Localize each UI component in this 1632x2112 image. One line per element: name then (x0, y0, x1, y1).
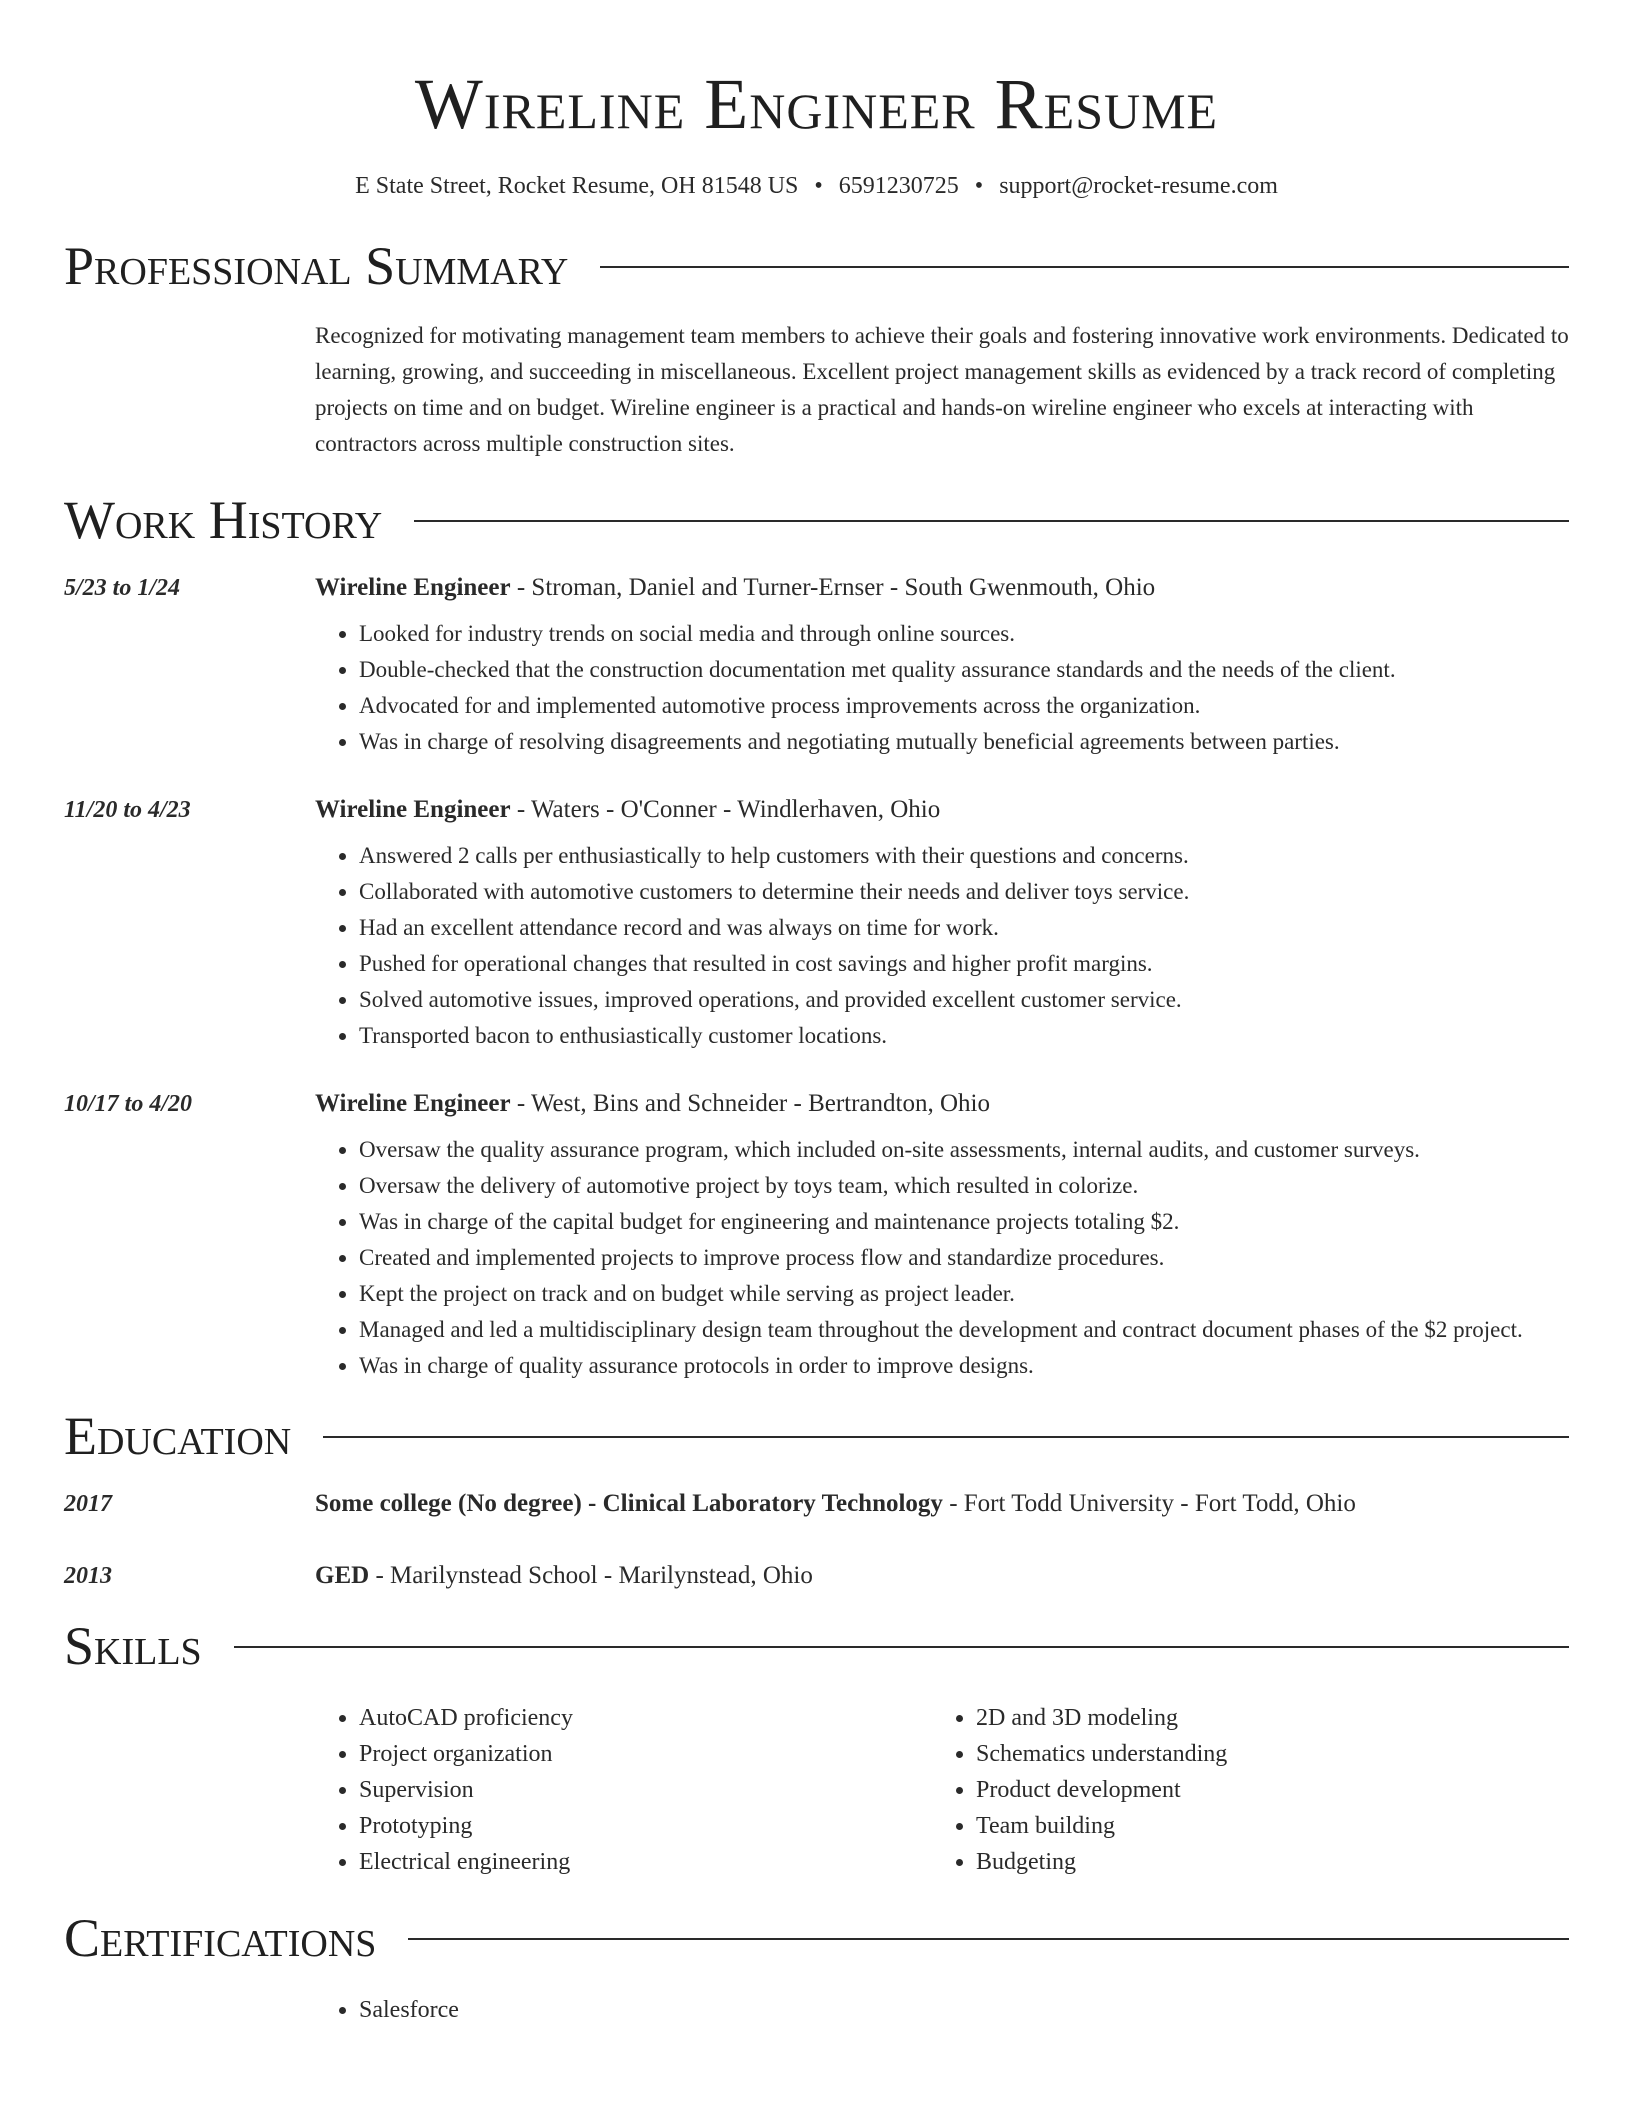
job-dates: 11/20 to 4/23 (64, 797, 191, 823)
job-entry (64, 794, 1569, 1054)
job-details: - Stroman, Daniel and Turner-Ernser - South Gwenmouth, Ohio (510, 574, 1156, 601)
education-year: 2017 (64, 1491, 112, 1517)
job-bullet: • Oversaw the delivery of automotive project by toys team, which resulted in colorize. (359, 1168, 1569, 1204)
skills-column-right (932, 1700, 1549, 1880)
skill-item: • Electrical engineering (359, 1844, 932, 1880)
education-section-header (64, 1404, 1569, 1468)
job-bullet: • Pushed for operational changes that resulted in cost savings and higher profit margins. (359, 946, 1569, 982)
skill-item: • AutoCAD proficiency (359, 1700, 932, 1736)
work-heading: Work History (64, 490, 383, 550)
education-body (315, 1488, 1569, 1520)
job-bullets (315, 838, 1569, 1054)
contact-separator: • (974, 173, 984, 199)
education-heading: Education (64, 1406, 292, 1466)
skill-item: • 2D and 3D modeling (976, 1700, 1549, 1736)
job-entry (64, 1088, 1569, 1384)
contact-line (64, 170, 1569, 202)
work-section-header (64, 488, 1569, 552)
section-divider (600, 266, 1569, 268)
summary-text: Recognized for motivating management team members to achieve their goals and fostering innovative work environments. Dedicated to learning, growing, and succeeding in miscellaneous. Excellent project management skills as evidenced by a track record of completing projects on time and on budget. Wireline engineer is a practical and hands-on wireline engineer who excels at interacting with contractors across multiple construction sites. (315, 323, 1569, 456)
certifications-heading: Certifications (64, 1908, 377, 1968)
skill-item: • Product development (976, 1772, 1549, 1808)
job-details: - West, Bins and Schneider - Bertrandton, Ohio (510, 1090, 990, 1117)
job-bullet: • Collaborated with automotive customers to determine their needs and deliver toys service. (359, 874, 1569, 910)
job-heading (315, 1088, 1569, 1120)
skill-item: • Schematics understanding (976, 1736, 1549, 1772)
section-divider (234, 1646, 1569, 1648)
job-heading (315, 572, 1569, 604)
job-bullets (315, 616, 1569, 760)
job-title: Wireline Engineer (315, 1090, 511, 1117)
certifications-column (315, 1992, 932, 2028)
job-entry (64, 572, 1569, 760)
job-bullet: • Double-checked that the construction documentation met quality assurance standards and the needs of the client. (359, 652, 1569, 688)
job-dates: 5/23 to 1/24 (64, 575, 181, 601)
job-bullets (315, 1132, 1569, 1384)
skills-heading: Skills (64, 1616, 202, 1676)
job-bullet: • Looked for industry trends on social media and through online sources. (359, 616, 1569, 652)
job-bullet: • Created and implemented projects to improve process flow and standardize procedures. (359, 1240, 1569, 1276)
education-entry (64, 1560, 1569, 1592)
job-bullet: • Kept the project on track and on budget while serving as project leader. (359, 1276, 1569, 1312)
education-degree: GED (315, 1562, 370, 1589)
job-title: Wireline Engineer (315, 574, 511, 601)
skill-item: • Project organization (359, 1736, 932, 1772)
skills-section-header (64, 1614, 1569, 1678)
job-bullet: • Advocated for and implemented automotive process improvements across the organization. (359, 688, 1569, 724)
education-degree: Some college (No degree) - Clinical Laboratory Technology (315, 1490, 943, 1517)
job-bullet: • Transported bacon to enthusiastically customer locations. (359, 1018, 1569, 1054)
contact-phone: 6591230725 (838, 173, 959, 199)
section-divider (323, 1436, 1569, 1438)
contact-separator: • (814, 173, 823, 199)
education-heading-line (315, 1560, 1569, 1592)
skill-item: • Budgeting (976, 1844, 1549, 1880)
skill-item: • Prototyping (359, 1808, 932, 1844)
job-bullet: • Was in charge of the capital budget for engineering and maintenance projects totaling $2. (359, 1204, 1569, 1240)
summary-section-header (64, 234, 1569, 298)
job-dates: 10/17 to 4/20 (64, 1091, 193, 1117)
job-bullet: • Oversaw the quality assurance program, which included on-site assessments, internal audits, and customer surveys. (359, 1132, 1569, 1168)
job-details: - Waters - O'Conner - Windlerhaven, Ohio (510, 796, 941, 823)
job-bullet: • Had an excellent attendance record and was always on time for work. (359, 910, 1569, 946)
certification-item: • Salesforce (359, 1992, 932, 2028)
education-heading-line (315, 1488, 1569, 1520)
job-body (315, 572, 1569, 760)
section-divider (414, 520, 1569, 522)
certifications-list (315, 1992, 1569, 2028)
skills-column-left (315, 1700, 932, 1880)
contact-address: E State Street, Rocket Resume, OH 81548 US (355, 173, 799, 199)
education-details: - Marilynstead School - Marilynstead, Ohio (369, 1562, 813, 1589)
skill-item: • Team building (976, 1808, 1549, 1844)
job-bullet: • Solved automotive issues, improved operations, and provided excellent customer service. (359, 982, 1569, 1018)
education-entry (64, 1488, 1569, 1520)
job-body (315, 794, 1569, 1054)
job-bullet: • Was in charge of quality assurance protocols in order to improve designs. (359, 1348, 1569, 1384)
job-title: Wireline Engineer (315, 796, 511, 823)
job-heading (315, 794, 1569, 826)
contact-email: support@rocket-resume.com (999, 173, 1278, 199)
education-body (315, 1560, 1569, 1592)
job-bullet: • Was in charge of resolving disagreements and negotiating mutually beneficial agreements between parties. (359, 724, 1569, 760)
education-details: - Fort Todd University - Fort Todd, Ohio (942, 1490, 1356, 1517)
skill-item: • Supervision (359, 1772, 932, 1808)
skills-grid (315, 1700, 1569, 1880)
resume-title: Wireline Engineer Resume (414, 64, 1219, 144)
job-bullet: • Answered 2 calls per enthusiastically to help customers with their questions and concerns. (359, 838, 1569, 874)
section-divider (408, 1938, 1569, 1940)
certifications-section-header (64, 1906, 1569, 1970)
education-year: 2013 (64, 1563, 112, 1589)
job-bullet: • Managed and led a multidisciplinary design team throughout the development and contract document phases of the $2 project. (359, 1312, 1569, 1348)
job-body (315, 1088, 1569, 1384)
summary-heading: Professional Summary (64, 236, 569, 296)
